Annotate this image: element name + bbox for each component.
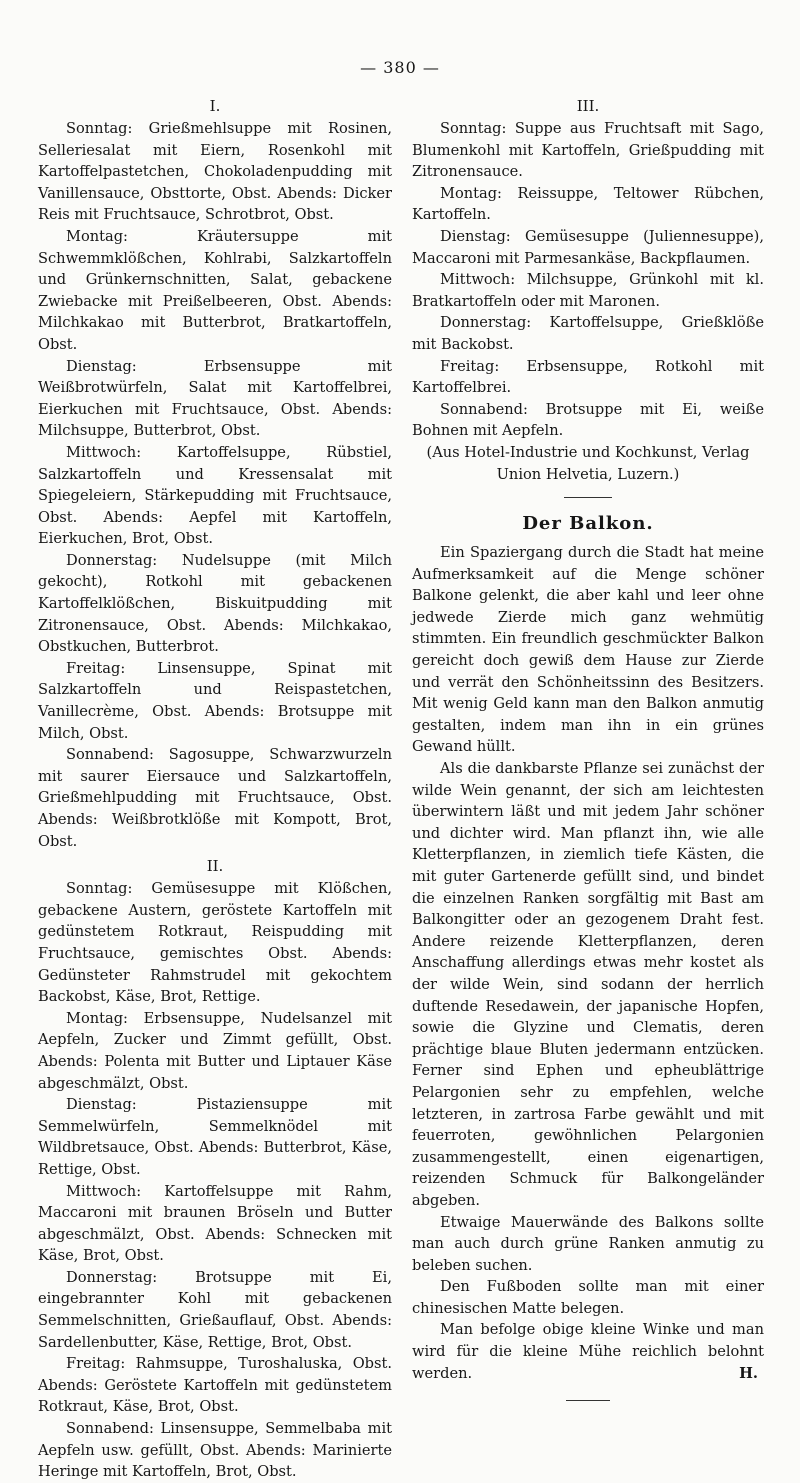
menu-2-sunday: Sonntag: Gemüsesuppe mit Klößchen, gebackene Austern, geröstete Kartoffeln mit gedünstetem Rotkraut, Reispudding mit Fruchtsauce, gemischtes Obst. Abends: Gedünsteter Rahmstrudel mit gekochtem Backobst, Käse, Brot, Rettige. xyxy=(38,880,392,1006)
article-paragraph-5-text: Man befolge obige kleine Winke und man wird für die kleine Mühe reichlich belohnt werden. xyxy=(412,1321,764,1382)
article-paragraph-1: Ein Spaziergang durch die Stadt hat meine Aufmerksamkeit auf die Menge schöner Balkone gelenkt, die aber kahl und leer ohne jedwede Zierde mich ganz wehmütig stimmten. Ein freundlich geschmückter Balkon gereicht doch gewiß dem Hause zur Zierde und verrät den Schönheitssinn des Besitzers. Mit wenig Geld kann man den Balkon anmutig gestalten, indem man ihn in ein grünes Gewand hüllt. xyxy=(412,544,764,756)
menu-2-monday: Montag: Erbsensuppe, Nudelsanzel mit Aepfeln, Zucker und Zimmt gefüllt, Obst. Abends: Polenta mit Butter und Liptauer Käse abgeschmälzt, Obst. xyxy=(38,1009,392,1092)
menu-1-thursday: Donnerstag: Nudelsuppe (mit Milch gekocht), Rotkohl mit gebackenen Kartoffelklößchen, Biskuitpudding mit Zitronensauce, Obst. Abends: Milchkakao, Obstkuchen, Butterbrot. xyxy=(38,551,392,656)
menu-2-wednesday: Mittwoch: Kartoffelsuppe mit Rahm, Maccaroni mit braunen Bröseln und Butter abgeschmälzt, Obst. Abends: Schnecken mit Käse, Brot, Obst. xyxy=(38,1182,392,1265)
author-signature: H. xyxy=(739,1364,758,1382)
menu-1-wednesday: Mittwoch: Kartoffelsuppe, Rübstiel, Salzkartoffeln und Kressensalat mit Spiegeleiern, Stärkepudding mit Fruchtsauce, Obst. Abends: Aepfel mit Kartoffeln, Eierkuchen, Brot, Obst. xyxy=(38,443,392,548)
article-paragraph-4: Den Fußboden sollte man mit einer chinesischen Matte belegen. xyxy=(412,1278,764,1317)
menu-3-saturday: Sonnabend: Brotsuppe mit Ei, weiße Bohnen mit Aepfeln. xyxy=(412,400,764,440)
article-title: Der Balkon. xyxy=(522,513,654,535)
article-paragraph-3: Etwaige Mauerwände des Balkons sollte man auch durch grüne Ranken anmutig zu beleben suchen. xyxy=(412,1213,764,1274)
article-paragraph-5 xyxy=(412,1319,764,1384)
menu-3-friday: Freitag: Erbsensuppe, Rotkohl mit Kartoffelbrei. xyxy=(412,357,764,397)
section-divider xyxy=(564,497,612,498)
left-column xyxy=(38,96,392,1483)
section-heading-3: III. xyxy=(576,97,600,115)
menu-3-tuesday: Dienstag: Gemüsesuppe (Juliennesuppe), Maccaroni mit Parmesankäse, Backpflaumen. xyxy=(412,227,764,267)
menu-1-friday: Freitag: Linsensuppe, Spinat mit Salzkartoffeln und Reispastetchen, Vanillecrème, Obst. Abends: Brotsuppe mit Milch, Obst. xyxy=(38,659,392,742)
section-heading-2: II. xyxy=(206,857,224,876)
menu-1-monday: Montag: Kräutersuppe mit Schwemmklößchen, Kohlrabi, Salzkartoffeln und Grünkernschnitten, Salat, gebackene Zwiebacke mit Preißelbeeren, Obst. Abends: Milchkakao mit Butterbrot, Bratkartoffeln, Obst. xyxy=(38,227,392,353)
page-number: — 380 — xyxy=(360,58,440,77)
menu-1-saturday: Sonnabend: Sagosuppe, Schwarzwurzeln mit saurer Eiersauce und Salzkartoffeln, Grießmehlpudding mit Fruchtsauce, Obst. Abends: Weißbrotklöße mit Kompott, Brot, Obst. xyxy=(38,746,392,850)
article-paragraph-2: Als die dankbarste Pflanze sei zunächst der wilde Wein genannt, der sich am leichtesten überwintern läßt und mit jedem Jahr schöner und dichter wird. Man pflanzt ihn, wie alle Kletterpflanzen, in ziemlich tiefe Kästen, die mit guter Gartenerde gefüllt sind, und bindet die einzelnen Ranken sorgfältig mit Bast am Balkongitter oder an gezogenem Draht fest. Andere reizende Kletterpflanzen, deren Anschaffung allerdings etwas mehr kostet als der wilde Wein, sind sodann der herrlich duftende Resedawein, der japanische Hopfen, sowie die Glyzine und Clematis, deren prächtige blaue Bluten jedermann entzücken. Ferner sind Ephen und epheublättrige Pelargonien sehr zu empfehlen, welche letzteren, in zartrosa Farbe gewählt und mit feuerroten, gewöhnlichen Pelargonien zusammengestellt, einen eigenartigen, reizenden Schmuck für Balkongeländer abgeben. xyxy=(412,760,764,1209)
menu-2-thursday: Donnerstag: Brotsuppe mit Ei, eingebrannter Kohl mit gebackenen Semmelschnitten, Grießauflauf, Obst. Abends: Sardellenbutter, Käse, Rettige, Brot, Obst. xyxy=(38,1268,392,1351)
end-divider xyxy=(566,1400,610,1401)
menu-2-friday: Freitag: Rahmsuppe, Turoshaluska, Obst. Abends: Geröstete Kartoffeln mit gedünstetem Rotkraut, Käse, Brot, Obst. xyxy=(38,1355,392,1416)
source-citation: (Aus Hotel-Industrie und Kochkunst, Verlag Union Helvetia, Luzern.) xyxy=(426,443,750,483)
section-heading-1: I. xyxy=(209,97,221,115)
menu-1-sunday: Sonntag: Grießmehlsuppe mit Rosinen, Selleriesalat mit Eiern, Rosenkohl mit Kartoffelpastetchen, Chokoladenpudding mit Vanillensauce, Obsttorte, Obst. Abends: Dicker Reis mit Fruchtsauce, Schrotbrot, Obst. xyxy=(38,120,392,224)
menu-3-thursday: Donnerstag: Kartoffelsuppe, Grießklöße mit Backobst. xyxy=(412,314,764,353)
menu-3-wednesday: Mittwoch: Milchsuppe, Grünkohl mit kl. Bratkartoffeln oder mit Maronen. xyxy=(412,271,764,310)
menu-2-tuesday: Dienstag: Pistaziensuppe mit Semmelwürfeln, Semmelknödel mit Wildbretsauce, Obst. Abends: Butterbrot, Käse, Rettige, Obst. xyxy=(38,1096,392,1178)
menu-2-saturday: Sonnabend: Linsensuppe, Semmelbaba mit Aepfeln usw. gefüllt, Obst. Abends: Marinierte Heringe mit Kartoffeln, Brot, Obst. xyxy=(38,1420,392,1481)
menu-3-sunday: Sonntag: Suppe aus Fruchtsaft mit Sago, Blumenkohl mit Kartoffeln, Grießpudding mit Zitronensauce. xyxy=(412,120,764,181)
menu-1-tuesday: Dienstag: Erbsensuppe mit Weißbrotwürfeln, Salat mit Kartoffelbrei, Eierkuchen mit Fruchtsauce, Obst. Abends: Milchsuppe, Butterbrot, Obst. xyxy=(38,357,392,440)
right-column xyxy=(412,96,764,1401)
menu-3-monday: Montag: Reissuppe, Teltower Rübchen, Kartoffeln. xyxy=(412,184,764,224)
